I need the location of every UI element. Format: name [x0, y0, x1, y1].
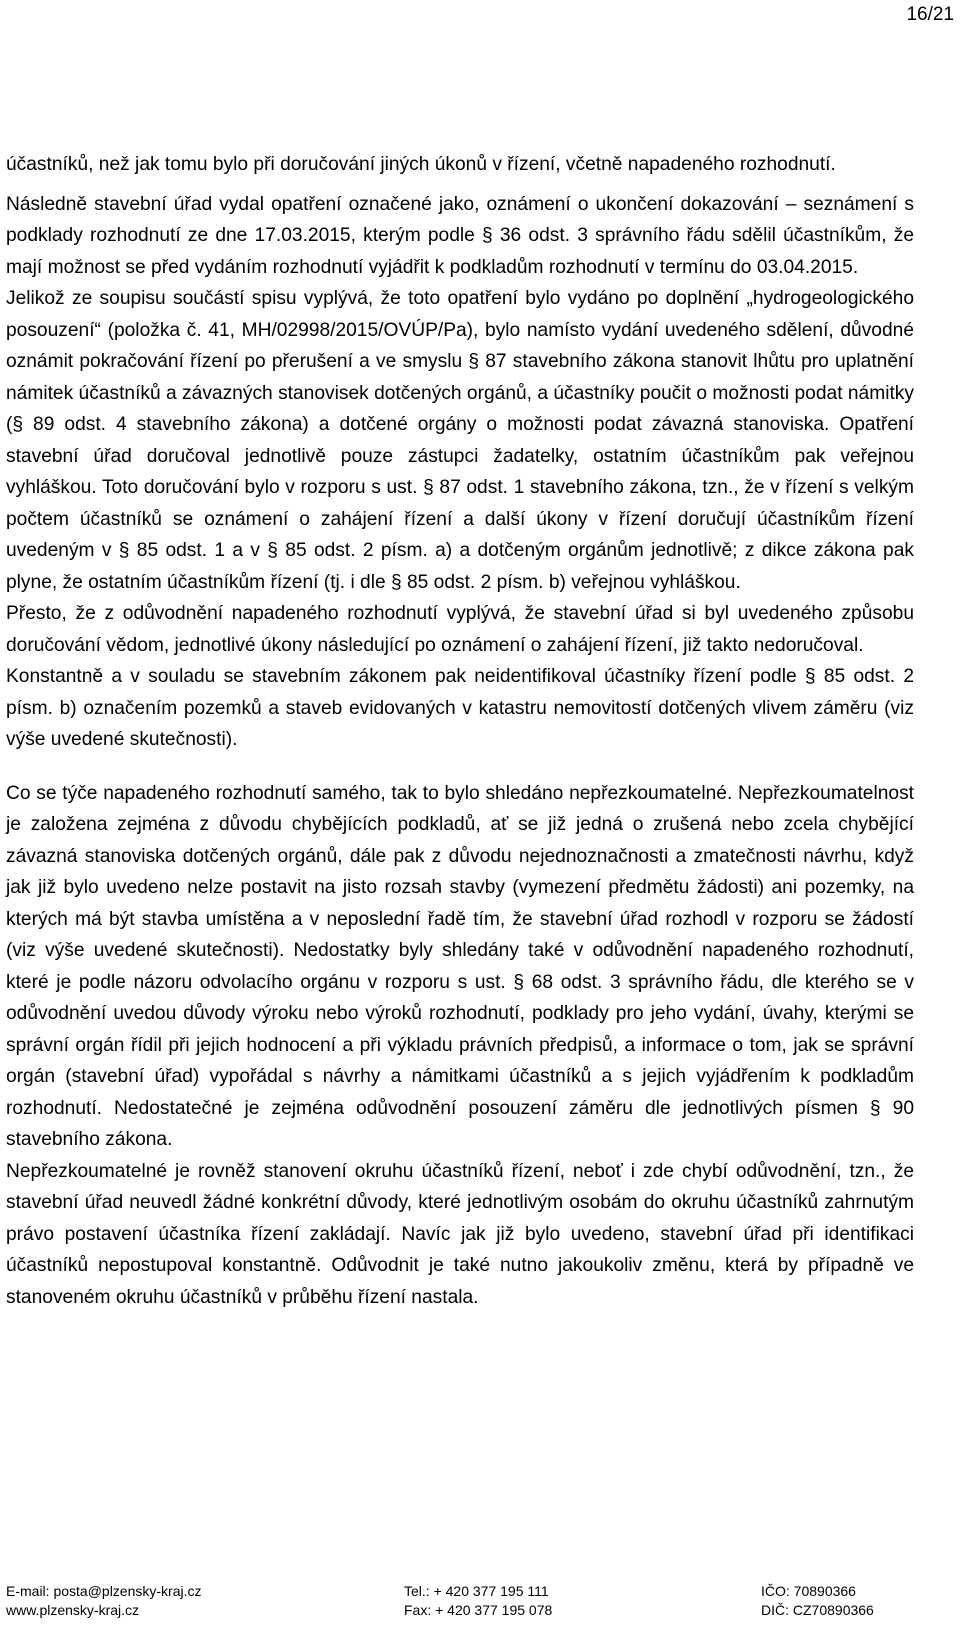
footer-dic: DIČ: CZ70890366 — [761, 1602, 874, 1618]
paragraph-dokazovani: Následně stavební úřad vydal opatření označené jako, oznámení o ukončení dokazování – seznámení s podklady rozhodnutí ze dne 17.03.2015, kterým podle § 36 odst. 3 správního řádu sdělil účastníkům, že mají možnost se před vydáním rozhodnutí vyjádřit k podkladům rozhodnutí v termínu do 03.04.2015. — [6, 193, 914, 278]
footer-email: E-mail: posta@plzensky-kraj.cz — [6, 1583, 202, 1599]
paragraph-soupis: Jelikož ze soupisu součástí spisu vyplývá, že toto opatření bylo vydáno po doplnění „hydrogeologického posouzení“ (položka č. 41, MH/02998/2015/OVÚP/Pa), bylo namísto vydání uvedeného sdělení, důvodné oznámit pokračování řízení po přerušení a ve smyslu § 87 stavebního zákona stanovit lhůtu pro uplatnění námitek účastníků a závazných stanovisek dotčených orgánů, a účastníky poučit o možnosti podat námitky (§ 89 odst. 4 stavebního zákona) a dotčené orgány o možnosti podat závazná stanoviska. Opatření stavební úřad doručoval jednotlivě pouze zástupci žadatelky, ostatním účastníkům pak veřejnou vyhláškou. Toto doručování bylo v rozporu s ust. § 87 odst. 1 stavebního zákona, tzn., že v řízení s velkým počtem účastníků se oznámení o zahájení řízení a další úkony v řízení doručují účastníkům řízení uvedeným v § 85 odst. 1 a v § 85 odst. 2 písm. a) a dotčeným orgánům jednotlivě; z dikce zákona pak plyne, že ostatním účastníkům řízení (tj. i dle § 85 odst. 2 písm. b) veřejnou vyhláškou. — [6, 288, 914, 593]
footer-web: www.plzensky-kraj.cz — [6, 1602, 140, 1618]
paragraph-doruceni: Přesto, že z odůvodnění napadeného rozhodnutí vyplývá, že stavební úřad si byl uvedeného způsobu doručování vědom, jednotlivé úkony následující po oznámení o zahájení řízení, již takto nedoručoval. — [6, 603, 914, 656]
paragraph-okruh-ucastniku: Nepřezkoumatelné je rovněž stanovení okruhu účastníků řízení, neboť i zde chybí odůvodnění, tzn., že stavební úřad neuvedl žádné konkrétní důvody, které jednotlivým osobám do okruhu účastníků zahrnutým právo postavení účastníka řízení zakládají. Navíc jak již bylo uvedeno, stavební úřad při identifikaci účastníků nepostupoval konstantně. Odůvodnit je také nutno jakoukoliv změnu, která by případně ve stanoveném okruhu účastníků v průběhu řízení nastala. — [6, 1160, 914, 1308]
paragraph-neprezkoumatelnost: Co se týče napadeného rozhodnutí samého, tak to bylo shledáno nepřezkoumatelné. Nepřezkoumatelnost je založena zejména z důvodu chybějících podkladů, ať se již jedná o zrušená nebo zcela chybějící závazná stanoviska dotčených orgánů, dále pak z důvodu nejednoznačnosti a zmatečnosti návrhu, když jak již bylo uvedeno nelze postavit na jisto rozsah stavby (vymezení předmětu žádosti) ani pozemky, na kterých má být stavba umístěna a v neposlední řadě tím, že stavební úřad rozhodl v rozporu se žádostí (viz výše uvedené skutečnosti). Nedostatky byly shledány také v odůvodnění napadeného rozhodnutí, které je podle názoru odvolacího orgánu v rozporu s ust. § 68 odst. 3 správního řádu, dle kterého se v odůvodnění uvedou důvody výroku nebo výroků rozhodnutí, podklady pro jeho vydání, úvahy, kterými se správní orgán řídil při jejich hodnocení a při výkladu právních předpisů, a informace o tom, jak se správní orgán (stavební úřad) vypořádal s návrhy a námitkami účastníků a s jejich vyjádřením k podkladům rozhodnutí. Nedostatečné je zejména odůvodnění posouzení záměru dle jednotlivých písmen § 90 stavebního zákona. — [6, 782, 914, 1150]
paragraph-continuation: účastníků, než jak tomu bylo při doručování jiných úkonů v řízení, včetně napadeného rozhodnutí. — [6, 154, 836, 175]
footer-ico: IČO: 70890366 — [761, 1583, 856, 1599]
page-number: 16/21 — [906, 4, 954, 25]
footer-tel: Tel.: + 420 377 195 111 — [404, 1583, 549, 1599]
document-body — [6, 149, 914, 1313]
footer-fax: Fax: + 420 377 195 078 — [404, 1602, 553, 1618]
paragraph-ucastnici: Konstantně a v souladu se stavebním zákonem pak neidentifikoval účastníky řízení podle § 85 odst. 2 písm. b) označením pozemků a staveb evidovaných v katastru nemovitostí dotčených vlivem záměru (viz výše uvedené skutečnosti). — [6, 666, 914, 750]
